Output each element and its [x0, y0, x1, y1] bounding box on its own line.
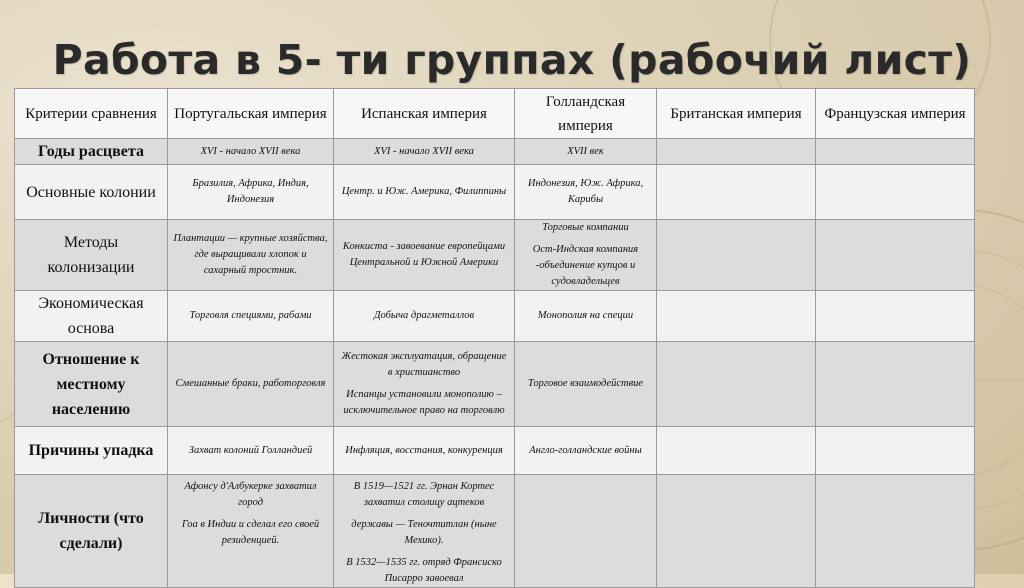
cell-text: державы — Теночтитлан (ныне Мехико). [351, 519, 497, 546]
table-cell [334, 427, 515, 475]
table-cell [816, 342, 975, 427]
cell-text: Инфляция, восстания, конкуренция [345, 444, 503, 456]
row-label: Личности (что сделали) [15, 475, 168, 588]
table-cell [334, 139, 515, 165]
cell-text: Бразилия, Африка, Индия, Индонезия [192, 178, 309, 205]
table-cell [334, 165, 515, 220]
table-row [15, 220, 975, 291]
row-label: Причины упадка [15, 427, 168, 475]
table-cell [657, 475, 816, 588]
table-cell [515, 342, 657, 427]
table-cell [168, 342, 334, 427]
table-cell [168, 427, 334, 475]
cell-text: Торговые компании [542, 222, 629, 233]
row-label: Отношение к местному населению [15, 342, 168, 427]
table-row [15, 427, 975, 475]
column-header-criteria: Критерии сравнения [15, 89, 168, 139]
table-cell [334, 342, 515, 427]
cell-text: Монополия на специи [537, 310, 634, 321]
table-cell [515, 165, 657, 220]
table-cell [515, 220, 657, 291]
cell-text: Индонезия, Юж. Африка, Карибы [527, 178, 644, 205]
cell-text: Испанцы установили монополию – исключительное право на торговлю [343, 389, 505, 416]
column-header-french: Французская империя [816, 89, 975, 139]
column-header-spanish: Испанская империя [334, 89, 515, 139]
table-row [15, 291, 975, 342]
table-row [15, 165, 975, 220]
slide-title: Работа в 5- ти группах (рабочий лист) [52, 36, 972, 84]
table-cell [168, 291, 334, 342]
table-row [15, 139, 975, 165]
table-cell [657, 427, 816, 475]
table-cell [168, 220, 334, 291]
table-cell [515, 475, 657, 588]
row-label: Годы расцвета [15, 139, 168, 165]
table-cell [515, 139, 657, 165]
row-label: Экономическая основа [15, 291, 168, 342]
table-row [15, 475, 975, 588]
table-cell [334, 475, 515, 588]
table-cell [515, 427, 657, 475]
table-cell [515, 291, 657, 342]
cell-text: Центр. и Юж. Америка, Филиппины [341, 186, 507, 197]
cell-text: Торговля специями, рабами [189, 310, 312, 321]
table-cell [334, 220, 515, 291]
cell-text: Англо-голландские войны [529, 444, 642, 456]
cell-text: Жестокая эксплуатация, обращение в христианство [341, 351, 507, 378]
comparison-table [14, 88, 975, 588]
cell-text: XVII век [567, 145, 604, 157]
cell-text: Конкиста - завоевание европейцами Центральной и Южной Америки [342, 241, 506, 268]
table-cell [816, 475, 975, 588]
table-cell [168, 165, 334, 220]
cell-text: Гоа в Индии и сделал его своей резиденцией. [181, 519, 320, 546]
table-cell [816, 291, 975, 342]
table-cell [816, 165, 975, 220]
cell-text: Афонсу д'Албукерке захватил город [184, 481, 317, 508]
table-row [15, 342, 975, 427]
column-header-portuguese: Португальская империя [168, 89, 334, 139]
table-cell [816, 427, 975, 475]
cell-text: XVI - начало XVII века [200, 145, 301, 157]
table-cell [657, 165, 816, 220]
cell-text: Смешанные браки, работорговля [175, 378, 326, 389]
table-cell [657, 139, 816, 165]
row-label: Методы колонизации [15, 220, 168, 291]
table-cell [334, 291, 515, 342]
table-cell [816, 220, 975, 291]
cell-text: XVI - начало XVII века [374, 145, 474, 157]
cell-text: Торговое взаимодействие [527, 378, 644, 389]
cell-text: Добыча драгметаллов [373, 310, 475, 321]
table-cell [816, 139, 975, 165]
row-label: Основные колонии [15, 165, 168, 220]
cell-text: Ост-Индская компания -объединение купцов и судовладельцев [532, 244, 639, 287]
table-cell [657, 342, 816, 427]
cell-text: В 1519—1521 гг. Эрнан Кортес захватил столицу ацтеков [353, 481, 495, 508]
column-header-dutch: Голландская империя [515, 89, 657, 139]
cell-text: Плантации — крупные хозяйства, где выращивали хлопок и сахарный тростник. [173, 233, 328, 276]
table-cell [168, 475, 334, 588]
table-cell [657, 291, 816, 342]
table-cell [657, 220, 816, 291]
column-header-british: Британская империя [657, 89, 816, 139]
cell-text: В 1532—1535 гг. отряд Франсиско Писарро завоевал [346, 557, 502, 584]
cell-text: Захват колоний Голландией [188, 444, 313, 456]
table-header-row [15, 89, 975, 139]
table-cell [168, 139, 334, 165]
